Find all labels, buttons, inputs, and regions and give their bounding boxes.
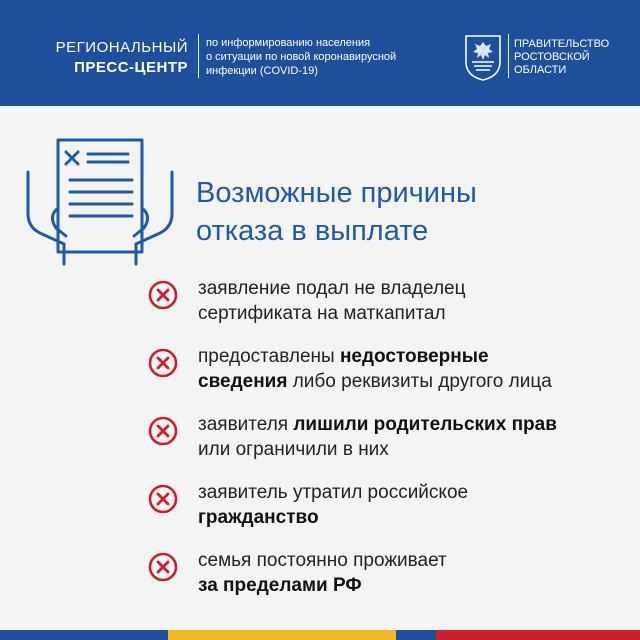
red-x-circle-icon [148,416,178,446]
reason-segment: сертификата на маткапитал [198,303,446,324]
brand-block [36,38,188,78]
reason-line [198,301,466,326]
reason-line [198,412,557,437]
reason-text [198,548,447,598]
reason-segment: заявитель утратил российское [198,482,469,503]
reason-text [198,412,557,462]
reason-segment: заявление подал не владелец [198,278,466,299]
reason-line [198,480,468,505]
stripe-segment [396,630,436,640]
government-name [514,38,609,77]
brand-line-1: РЕГИОНАЛЬНЫЙ [55,39,188,56]
reason-segment: семья постоянно проживает [198,550,447,571]
red-x-circle-icon [148,552,178,582]
reason-emphasis: недостоверные [339,346,489,367]
red-x-circle-icon [148,484,178,514]
divider [198,34,199,78]
divider [508,34,509,78]
reason-emphasis: лишили родительских прав [293,414,557,435]
desc-line: инфекции (COVID-19) [206,65,318,77]
page-title [196,174,477,250]
gov-line: ОБЛАСТИ [514,64,567,76]
title-line: отказа в выплате [196,215,429,247]
reason-text [198,344,552,394]
gov-line: ПРАВИТЕЛЬСТВО [514,38,610,50]
desc-line: по информированию населения [206,37,371,49]
document-in-hands-icon [20,134,180,272]
press-center-description [206,36,446,78]
header-banner [0,0,640,106]
reason-line [198,548,447,573]
reason-line [198,573,447,598]
gov-line: РОСТОВСКОЙ [514,51,590,63]
red-x-circle-icon [148,280,178,310]
stripe-segment [168,630,396,640]
reason-emphasis: гражданство [198,507,319,528]
reason-segment: либо реквизиты другого лица [287,371,552,392]
bottom-stripe [0,630,640,640]
stripe-segment [436,630,640,640]
reason-text [198,480,468,530]
reason-emphasis: за пределами РФ [198,575,362,596]
reason-line [198,344,552,369]
reason-line [198,505,468,530]
red-x-circle-icon [148,348,178,378]
title-line: Возможные причины [196,177,477,209]
brand-line-2: ПРЕСС-ЦЕНТР [74,59,188,76]
reason-line [198,369,552,394]
reason-emphasis: сведения [198,371,288,392]
reason-segment: предоставлены [198,346,340,367]
reason-line [198,437,557,462]
stripe-segment [0,630,168,640]
desc-line: о ситуации по новой коронавирусной [206,51,397,63]
reason-text [198,276,466,326]
coat-of-arms-icon [462,32,504,82]
reason-segment: или ограничили в них [198,439,389,460]
reason-segment: заявителя [198,414,294,435]
reason-line [198,276,466,301]
